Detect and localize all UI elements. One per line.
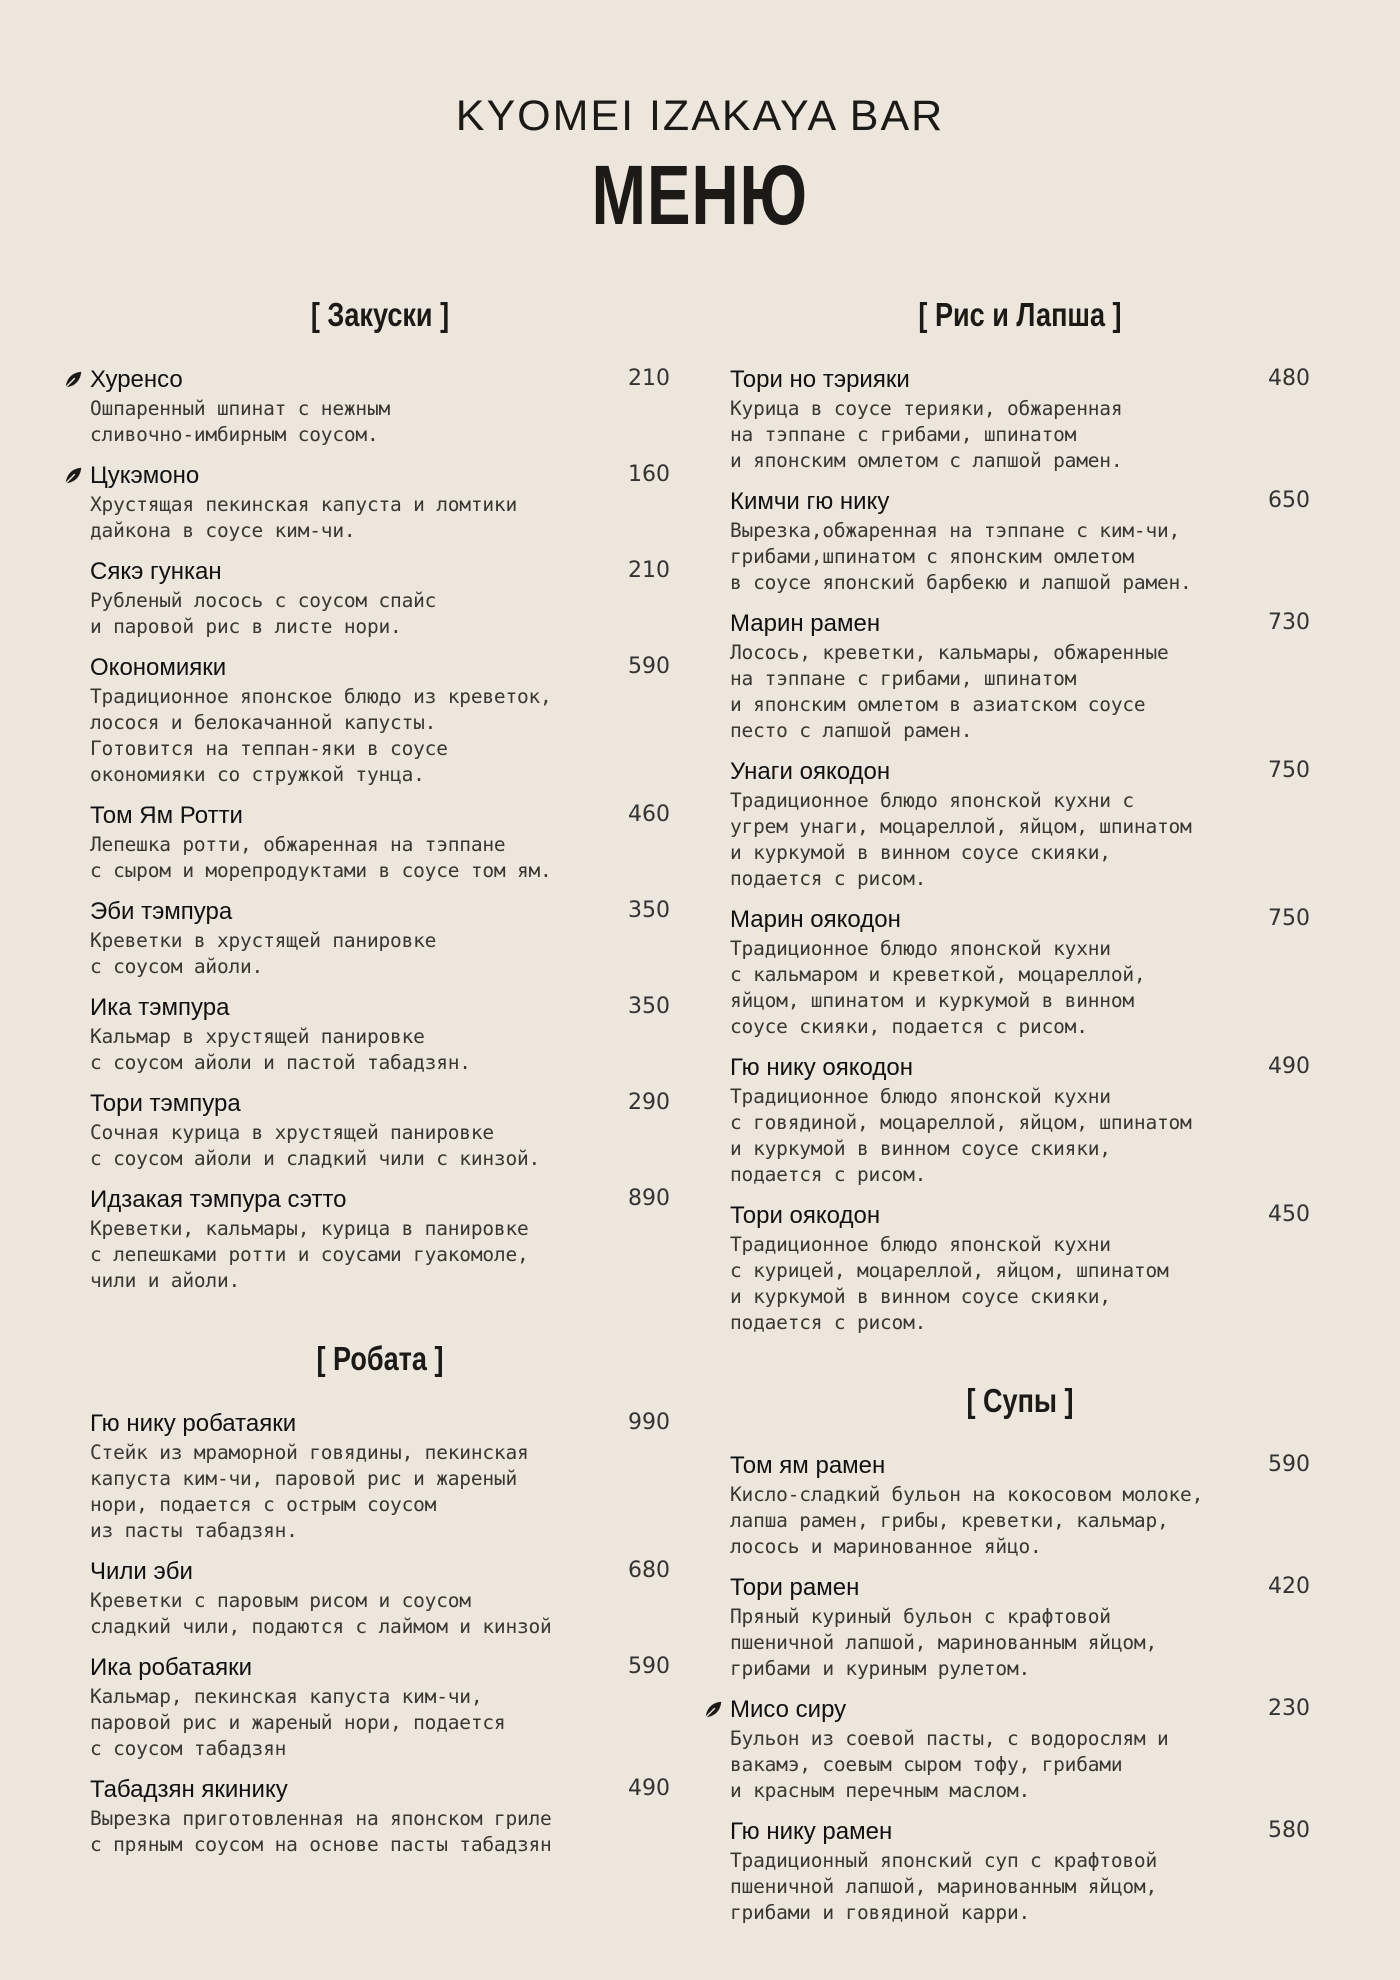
dish-description: Рубленый лосось с соусом спайс и паровой рис в листе нори. [90,589,437,638]
left-column [90,296,670,1904]
menu-item [730,906,1310,1040]
menu-item [730,366,1310,474]
menu-item [90,1776,670,1858]
menu-item [90,1410,670,1544]
dish-name: Марин рамен [730,610,881,637]
dish-price: 490 [1268,1054,1310,1079]
dish-name: Тори но тэрияки [730,366,910,393]
dish-description: Традиционное японское блюдо из креветок, лосося и белокачанной капусты. Готовится на теппан-яки в соусе окономияки со стружкой тунца. [90,685,552,786]
dish-name: Марин оякодон [730,906,901,933]
section-title: [ Закуски ] [310,296,450,333]
dish-name: Гю нику рамен [730,1818,893,1845]
menu-header [0,92,1400,244]
menu-item [730,488,1310,596]
dish-description: Традиционное блюдо японской кухни с говядиной, моцареллой, яйцом, шпинатом и куркумой в винном соусе скияки, подается с рисом. [730,1085,1192,1186]
menu-item [90,1186,670,1294]
dish-price: 650 [1268,488,1310,513]
dish-price: 290 [628,1090,670,1115]
menu-item [730,1818,1310,1926]
dish-price: 450 [1268,1202,1310,1227]
menu-item-header [730,1574,1310,1604]
menu-item-header [90,1410,670,1440]
page-title: МЕНЮ [591,148,809,242]
menu-item [730,1202,1310,1336]
menu-item [730,1696,1310,1804]
dish-description: Кальмар в хрустящей панировке с соусом айоли и пастой табадзян. [90,1025,471,1074]
dish-name: Гю нику робатаяки [90,1410,297,1437]
dish-price: 750 [1268,906,1310,931]
menu-item [90,462,670,544]
dish-name: Цукэмоно [90,462,200,489]
section-title: [ Супы ] [966,1382,1074,1419]
dish-price: 590 [1268,1452,1310,1477]
menu-item-header [730,758,1310,788]
dish-name: Тори оякодон [730,1202,881,1229]
dish-name: Эби тэмпура [90,898,233,925]
dish-name: Том Ям Ротти [90,802,243,829]
dish-description: Лепешка ротти, обжаренная на тэппане с сыром и морепродуктами в соусе том ям. [90,833,552,882]
dish-description: Вырезка,обжаренная на тэппане с ким-чи, грибами,шпинатом с японским омлетом в соусе японский барбекю и лапшой рамен. [730,519,1192,594]
leaf-icon [62,465,84,487]
dish-name: Унаги оякодон [730,758,891,785]
dish-price: 990 [628,1410,670,1435]
dish-name: Сякэ гункан [90,558,222,585]
dish-price: 890 [628,1186,670,1211]
dish-description: Традиционное блюдо японской кухни с угрем унаги, моцареллой, яйцом, шпинатом и куркумой в винном соусе скияки, подается с рисом. [730,789,1192,890]
dish-description: Бульон из соевой пасты, с водорослям и вакамэ, соевым сыром тофу, грибами и красным перечным маслом. [730,1727,1169,1802]
menu-section [90,1340,670,1858]
menu-item [90,1654,670,1762]
dish-description: Сочная курица в хрустящей панировке с соусом айоли и сладкий чили с кинзой. [90,1121,541,1170]
menu-item-header [730,1054,1310,1084]
menu-item-header [90,1654,670,1684]
dish-name: Окономияки [90,654,227,681]
dish-price: 420 [1268,1574,1310,1599]
menu-item-header [90,994,670,1024]
dish-description: Традиционное блюдо японской кухни с курицей, моцареллой, яйцом, шпинатом и куркумой в винном соусе скияки, подается с рисом. [730,1233,1169,1334]
dish-name: Тори рамен [730,1574,860,1601]
menu-item [730,758,1310,892]
dish-name: Том ям рамен [730,1452,886,1479]
menu-item [730,1574,1310,1682]
dish-name: Чили эби [90,1558,193,1585]
menu-item-header [730,366,1310,396]
dish-price: 580 [1268,1818,1310,1843]
dish-price: 680 [628,1558,670,1583]
dish-name: Мисо сиру [730,1696,847,1723]
menu-item-header [90,462,670,492]
menu-item [730,610,1310,744]
dish-description: Стейк из мраморной говядины, пекинская капуста ким-чи, паровой рис и жареный нори, подается с острым соусом из пасты табадзян. [90,1441,529,1542]
menu-item [730,1054,1310,1188]
leaf-icon [62,369,84,391]
restaurant-name: KYOMEI IZAKAYA BAR [455,92,945,140]
dish-price: 350 [628,994,670,1019]
dish-price: 210 [628,366,670,391]
dish-price: 350 [628,898,670,923]
dish-name: Хуренсо [90,366,183,393]
menu-item [730,1452,1310,1560]
dish-price: 480 [1268,366,1310,391]
menu-item-header [90,898,670,928]
menu-item-header [730,610,1310,640]
dish-price: 210 [628,558,670,583]
dish-description: Ошпаренный шпинат с нежным сливочно-имбирным соусом. [90,397,391,446]
menu-item-header [90,802,670,832]
menu-item-header [730,1202,1310,1232]
menu-item-header [730,1452,1310,1482]
menu-item-header [90,558,670,588]
dish-name: Кимчи гю нику [730,488,890,515]
menu-section [730,296,1310,1336]
dish-description: Лосось, креветки, кальмары, обжаренные на тэппане с грибами, шпинатом и японским омлетом в азиатском соусе песто с лапшой рамен. [730,641,1169,742]
dish-description: Традиционный японский суп с крафтовой пшеничной лапшой, маринованным яйцом, грибами и говядиной карри. [730,1849,1157,1924]
menu-item [90,558,670,640]
dish-price: 490 [628,1776,670,1801]
dish-name: Гю нику оякодон [730,1054,913,1081]
dish-price: 590 [628,654,670,679]
dish-description: Креветки в хрустящей панировке с соусом айоли. [90,929,437,978]
menu-item [90,1558,670,1640]
dish-price: 160 [628,462,670,487]
dish-description: Курица в соусе терияки, обжаренная на тэппане с грибами, шпинатом и японским омлетом с лапшой рамен. [730,397,1123,472]
dish-name: Табадзян якинику [90,1776,288,1803]
dish-price: 230 [1268,1696,1310,1721]
menu-item [90,366,670,448]
dish-description: Традиционное блюдо японской кухни с кальмаром и креветкой, моцареллой, яйцом, шпинатом и куркумой в винном соусе скияки, подается с рисом. [730,937,1146,1038]
menu-item [90,898,670,980]
dish-description: Вырезка приготовленная на японском гриле с пряным соусом на основе пасты табадзян [90,1807,552,1856]
menu-item-header [730,1696,1310,1726]
leaf-icon [702,1699,724,1721]
right-column [730,296,1310,1972]
menu-section [730,1382,1310,1926]
dish-name: Идзакая тэмпура сэтто [90,1186,347,1213]
menu-item-header [90,1776,670,1806]
menu-item-header [90,1186,670,1216]
dish-description: Кисло-сладкий бульон на кокосовом молоке, лапша рамен, грибы, креветки, кальмар, лосось и маринованное яйцо. [730,1483,1204,1558]
section-title: [ Робата ] [316,1340,444,1377]
dish-description: Хрустящая пекинская капуста и ломтики дайкона в соусе ким-чи. [90,493,517,542]
menu-item-header [90,654,670,684]
menu-item-header [90,1558,670,1588]
dish-price: 460 [628,802,670,827]
menu-item-header [90,366,670,396]
dish-description: Пряный куриный бульон с крафтовой пшеничной лапшой, маринованным яйцом, грибами и куриным рулетом. [730,1605,1157,1680]
dish-name: Тори тэмпура [90,1090,241,1117]
menu-item [90,994,670,1076]
dish-price: 590 [628,1654,670,1679]
menu-item [90,1090,670,1172]
dish-name: Ика робатаяки [90,1654,252,1681]
menu-item-header [90,1090,670,1120]
menu-item [90,654,670,788]
menu-item-header [730,906,1310,936]
dish-price: 730 [1268,610,1310,635]
dish-description: Креветки, кальмары, курица в панировке с лепешками ротти и соусами гуакомоле, чили и айоли. [90,1217,529,1292]
dish-name: Ика тэмпура [90,994,230,1021]
dish-description: Кальмар, пекинская капуста ким-чи, паровой рис и жареный нори, подается с соусом табадзян [90,1685,506,1760]
section-title: [ Рис и Лапша ] [918,296,1122,333]
menu-item-header [730,1818,1310,1848]
menu-item [90,802,670,884]
dish-description: Креветки с паровым рисом и соусом сладкий чили, подаются с лаймом и кинзой [90,1589,552,1638]
menu-section [90,296,670,1294]
menu-item-header [730,488,1310,518]
dish-price: 750 [1268,758,1310,783]
